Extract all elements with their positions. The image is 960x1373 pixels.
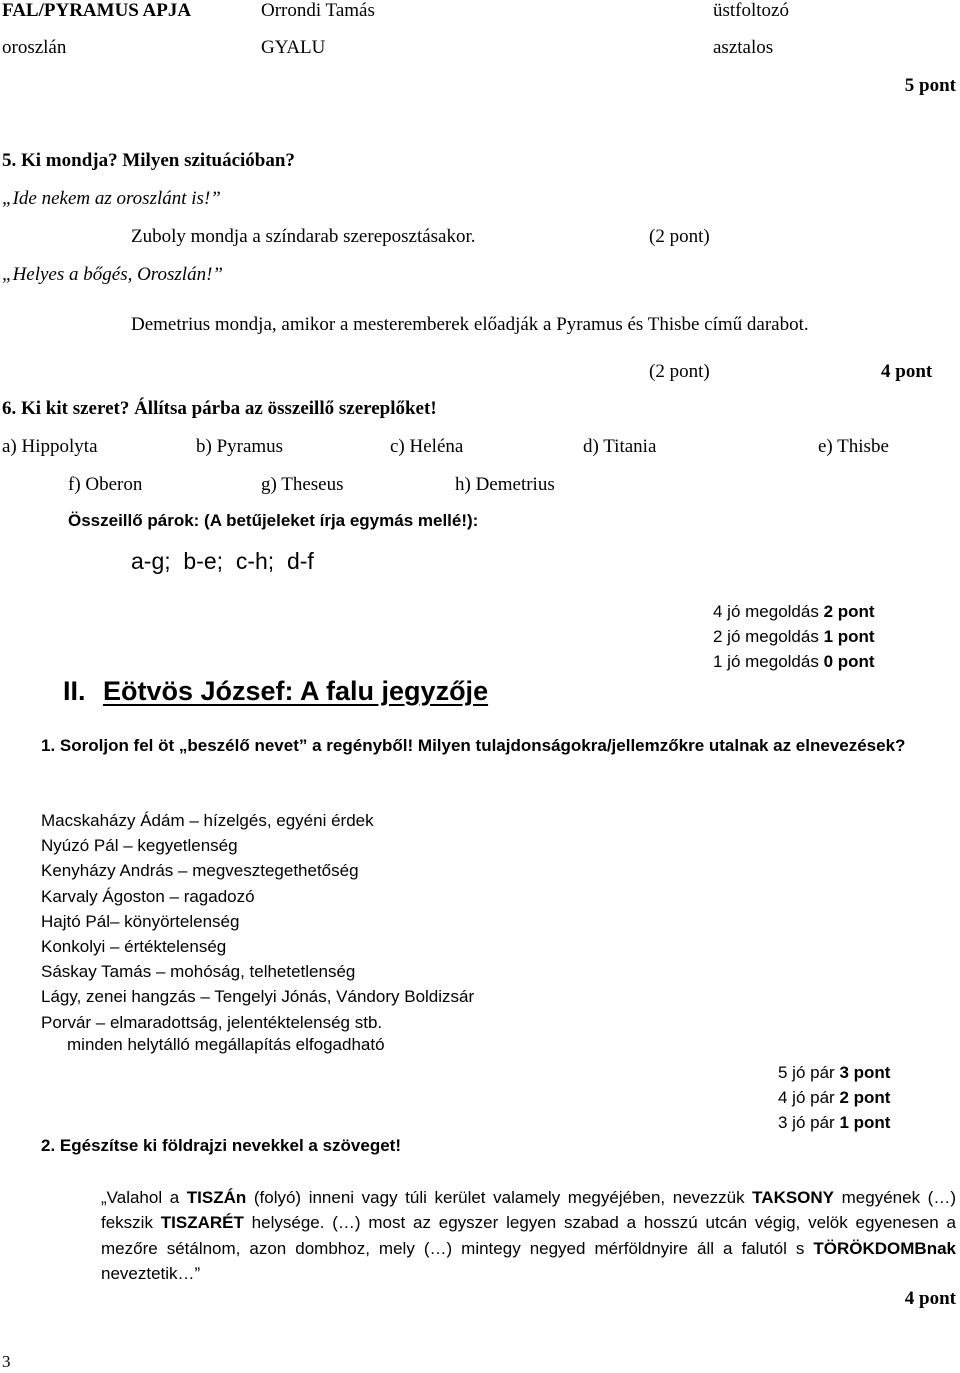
s2q1-scoring xyxy=(778,1060,890,1136)
q6-instruction: Összeillő párok: (A betűjeleket írja egymás mellé!): xyxy=(68,511,479,530)
q5-total-points: 4 pont xyxy=(881,361,933,382)
top-cell-4: oroszlán xyxy=(2,37,67,58)
top-cell-2: Orrondi Tamás xyxy=(261,0,375,21)
s2q2-heading: 2. Egészítse ki földrajzi nevekkel a szöveget! xyxy=(41,1136,401,1155)
q5-quote-1: „Ide nekem az oroszlánt is!” xyxy=(2,188,221,209)
top-cell-3: üstfoltozó xyxy=(713,0,789,21)
list-item: Lágy, zenei hangzás – Tengelyi Jónás, Vándory Boldizsár xyxy=(41,987,475,1007)
q5-points-1: (2 pont) xyxy=(649,226,710,247)
q6-option-f: f) Oberon xyxy=(68,474,143,495)
q5-heading: 5. Ki mondja? Milyen szituációban? xyxy=(2,150,295,171)
q5-quote-2: „Helyes a bőgés, Oroszlán!” xyxy=(2,264,223,285)
top-cell-5: GYALU xyxy=(261,37,326,58)
page-number: 3 xyxy=(2,1352,11,1371)
s2q1-scoring-line: 5 jó pár 3 pont xyxy=(778,1063,891,1082)
q6-option-g: g) Theseus xyxy=(261,474,344,495)
s2q1-note: minden helytálló megállapítás elfogadható xyxy=(67,1035,385,1054)
top-cell-6: asztalos xyxy=(713,37,774,58)
q6-scoring-line: 4 jó megoldás 2 pont xyxy=(713,602,875,621)
list-item: Karvaly Ágoston – ragadozó xyxy=(41,886,255,906)
beszelo-nevek-list xyxy=(41,808,474,1035)
section-title: Eötvös József: A falu jegyzője xyxy=(103,676,489,706)
q6-option-d: d) Titania xyxy=(583,436,657,457)
q6-option-e: e) Thisbe xyxy=(818,436,889,457)
q6-option-h: h) Demetrius xyxy=(455,474,555,495)
q6-option-b: b) Pyramus xyxy=(196,436,284,457)
s2q2-points: 4 pont xyxy=(904,1288,956,1309)
q6-option-c: c) Heléna xyxy=(390,436,464,457)
s2q2-paragraph: „Valahol a TISZÁn (folyó) inneni vagy túli kerület valamely megyéjében, nevezzük TAKSONY megyének (…) fekszik TISZARÉT helysége. (…) most az egyszer legyen szabad a hosszú utcán végig, velök egyenesen a mezőre sétálnom, azon dombhoz, mely (…) mintegy negyed mérföldnyire áll a falutól s TÖRÖKDOMBnak neveztetik…” xyxy=(101,1188,956,1284)
list-item: Porvár – elmaradottság, jelentéktelenség stb. xyxy=(41,1012,383,1032)
list-item: Sáskay Tamás – mohóság, telhetetlenség xyxy=(41,962,356,982)
q5-points-2: (2 pont) xyxy=(649,361,710,382)
list-item: Hajtó Pál– könyörtelenség xyxy=(41,911,240,931)
s2q1-scoring-line: 4 jó pár 2 pont xyxy=(778,1088,891,1108)
top-points: 5 pont xyxy=(904,75,956,96)
q6-scoring-line: 1 jó megoldás 0 pont xyxy=(713,652,875,671)
q5-answer-1: Zuboly mondja a színdarab szereposztásakor. xyxy=(131,226,476,247)
list-item: Nyúzó Pál – kegyetlenség xyxy=(41,836,238,856)
q5-answer-2: Demetrius mondja, amikor a mesteremberek előadják a Pyramus és Thisbe című darabot. xyxy=(131,314,809,335)
s2q1-heading: 1. Soroljon fel öt „beszélő nevet” a regényből! Milyen tulajdonságokra/jellemzőkre utalnak az elnevezések? xyxy=(41,736,906,755)
list-item: Macskaházy Ádám – hízelgés, egyéni érdek xyxy=(41,811,374,830)
section-numeral: II. xyxy=(63,676,86,706)
top-cell-1: FAL/PYRAMUS APJA xyxy=(2,0,192,21)
q6-scoring-line: 2 jó megoldás 1 pont xyxy=(713,627,875,646)
list-item: Konkolyi – értéktelenség xyxy=(41,937,227,957)
q6-scoring xyxy=(713,599,875,674)
s2q1-scoring-line: 3 jó pár 1 pont xyxy=(778,1113,891,1133)
q6-option-a: a) Hippolyta xyxy=(2,436,98,457)
list-item: Kenyházy András – megvesztegethetőség xyxy=(41,861,359,881)
q6-heading: 6. Ki kit szeret? Állítsa párba az összeillő szereplőket! xyxy=(2,398,437,419)
q6-answer: a-g; b-e; c-h; d-f xyxy=(131,548,314,574)
